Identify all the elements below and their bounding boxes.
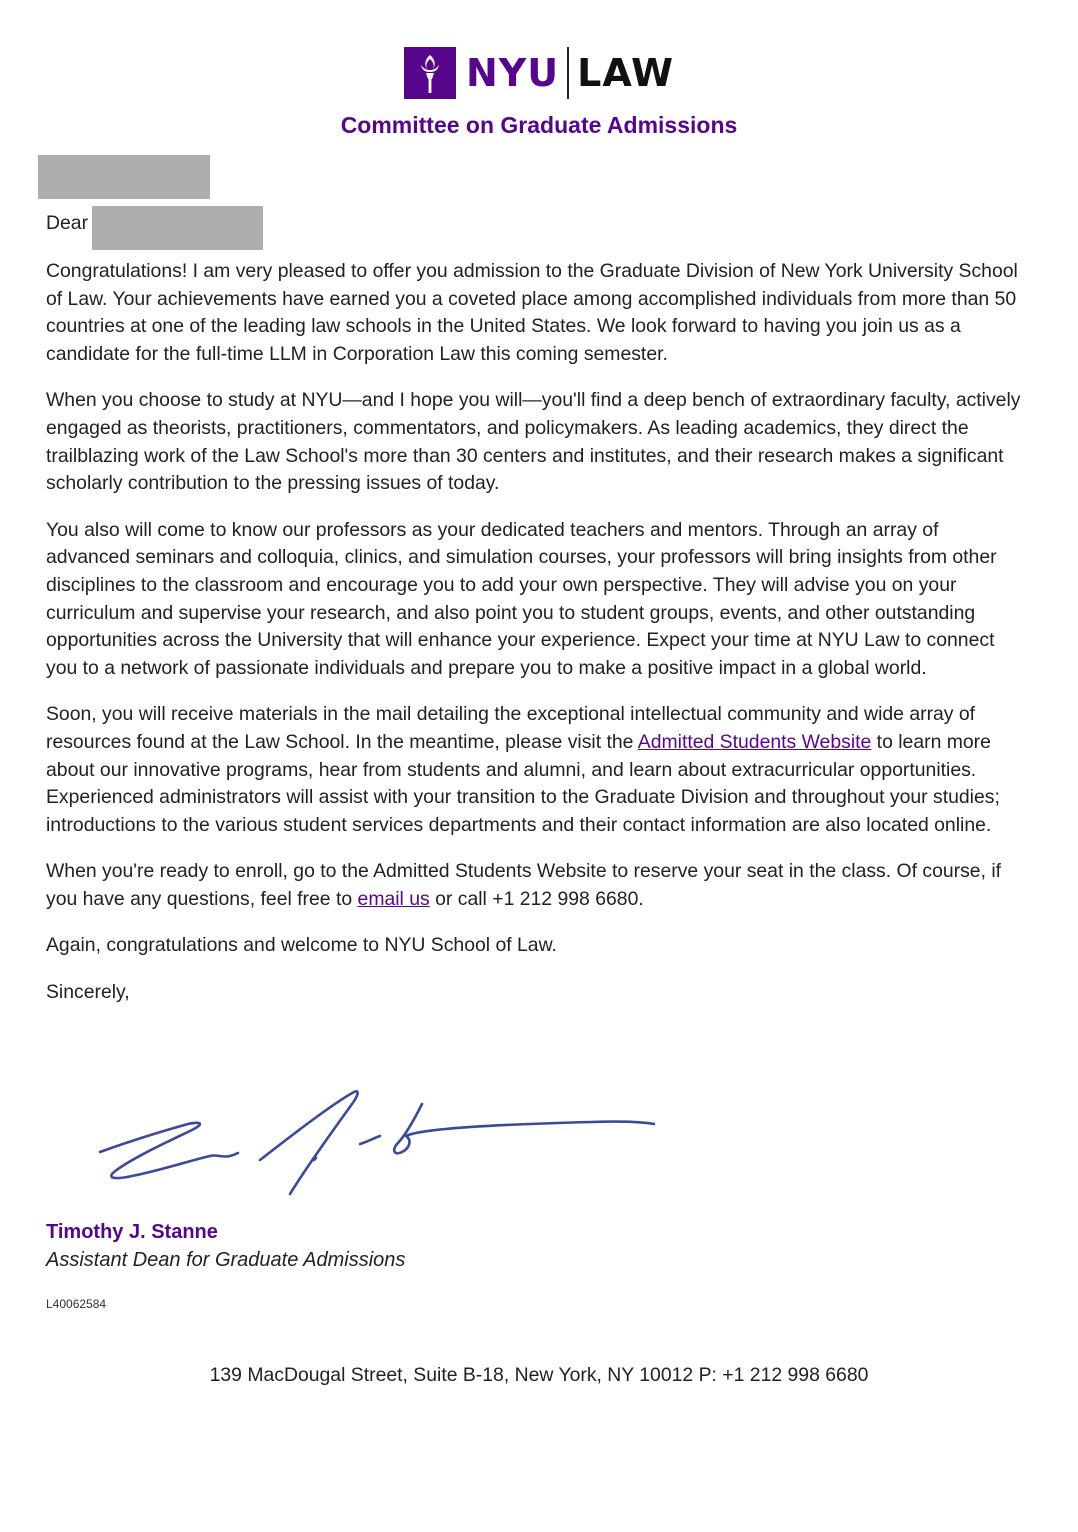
paragraph-materials-text-b: to learn more about our innovative programs, hear from students and alumni, and learn about extracurricular opportunities. Experienced administrators will assist with your transition to the Graduate Division and throughout your studies; introductions to the various student services departments and their contact information are also located online. xyxy=(46,730,1000,836)
paragraph-welcome: Again, congratulations and welcome to NYU School of Law. xyxy=(46,934,557,957)
paragraph-materials-text-a: Soon, you will receive materials in the mail detailing the exceptional intellectual community and wide array of resources found at the Law School. In the meantime, please visit the xyxy=(46,703,976,753)
paragraph-faculty: When you choose to study at NYU—and I hope you will—you'll find a deep bench of extraordinary faculty, actively engaged as theorists, practitioners, commentators, and policymakers. As leading academics, they direct the trailblazing work of the Law School's more than 30 centers and institutes, and their research makes a significant scholarly contribution to the pressing issues of today. xyxy=(46,389,1021,495)
committee-title: Committee on Graduate Admissions xyxy=(340,112,738,138)
logo-nyu-text: NYU xyxy=(465,51,560,95)
redacted-recipient-block xyxy=(38,155,210,199)
redacted-recipient-name xyxy=(92,206,263,250)
paragraph-materials xyxy=(46,701,1026,839)
signer-block xyxy=(46,1218,405,1274)
paragraph-enroll-text-b: or call +1 212 998 6680. xyxy=(429,887,644,910)
salutation-text: Dear xyxy=(46,212,89,234)
paragraph-professors: You also will come to know our professors as your dedicated teachers and mentors. Through an array of advanced seminars and colloquia, clinics, and simulation courses, your professors will bring insights from other disciplines to the classroom and encourage you to add your own perspective. They will advise you on your curriculum and supervise your research, and also point you to student groups, events, and other outstanding opportunities across the University that will enhance your experience. Expect your time at NYU Law to connect you to a network of passionate individuals and prepare you to make a positive impact in a global world. xyxy=(46,518,997,679)
closing: Sincerely, xyxy=(46,981,130,1004)
reference-number: L40062584 xyxy=(46,1297,107,1311)
signer-name: Timothy J. Stanne xyxy=(46,1221,218,1243)
logo-divider xyxy=(567,47,569,99)
letter-body xyxy=(46,258,1026,1026)
logo-law-text: LAW xyxy=(577,51,675,95)
nyu-torch-icon xyxy=(404,47,456,99)
paragraph-enroll xyxy=(46,858,1026,913)
email-us-link[interactable]: email us xyxy=(357,887,430,910)
nyu-law-logo xyxy=(404,46,674,100)
salutation xyxy=(46,210,88,238)
paragraph-congratulations: Congratulations! I am very pleased to offer you admission to the Graduate Division of New York University School of Law. Your achievements have earned you a coveted place among accomplished individuals from more than 50 countries at one of the leading law schools in the United States. We look forward to having you join us as a candidate for the full-time LLM in Corporation Law this coming semester. xyxy=(46,260,1018,365)
signer-title: Assistant Dean for Graduate Admissions xyxy=(46,1249,406,1271)
footer-address: 139 MacDougal Street, Suite B-18, New York, NY 10012 P: +1 212 998 6680 xyxy=(209,1364,869,1386)
handwritten-signature xyxy=(92,1084,662,1206)
admitted-students-website-link[interactable]: Admitted Students Website xyxy=(637,730,872,753)
paragraph-enroll-text-a: When you're ready to enroll, go to the Admitted Students Website to reserve your seat in the class. Of course, if you have any questions, feel free to xyxy=(46,860,1002,910)
letterhead xyxy=(0,46,1078,140)
